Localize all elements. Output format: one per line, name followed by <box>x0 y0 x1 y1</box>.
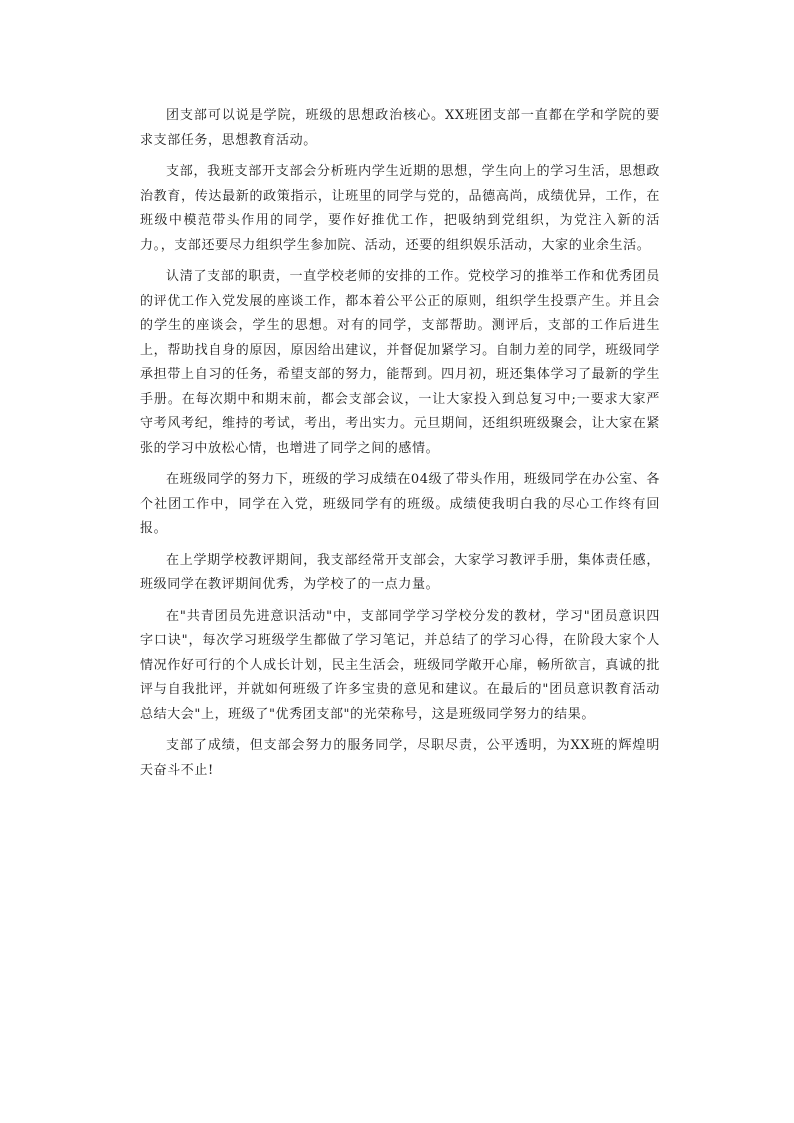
paragraph: 在"共青团员先进意识活动"中，支部同学学习学校分发的教材，学习"团员意识四字口诀"，每次学习班级学生都做了学习笔记，并总结了的学习心得，在阶段大家个人情况作好可行的个人成长计划，民主生活会，班级同学敞开心扉，畅所欲言，真诚的批评与自我批评，并就如何班级了许多宝贵的意见和建议。在最后的"团员意识教育活动总结大会"上，班级了"优秀团支部"的光荣称号，这是班级同学努力的结果。 <box>140 608 660 722</box>
document-body <box>140 104 660 790</box>
paragraph: 支部了成绩，但支部会努力的服务同学，尽职尽责，公平透明，为XX班的辉煌明天奋斗不止! <box>140 738 660 778</box>
paragraph: 在班级同学的努力下，班级的学习成绩在04级了带头作用，班级同学在办公室、各个社团工作中，同学在入党，班级同学有的班级。成绩使我明白我的尽心工作终有回报。 <box>140 472 660 536</box>
paragraph: 支部，我班支部开支部会分析班内学生近期的思想，学生向上的学习生活，思想政治教育，传达最新的政策指示，让班里的同学与党的，品德高尚，成绩优异，工作，在班级中模范带头作用的同学，要作好推优工作，把吸纳到党组织，为党注入新的活力。，支部还要尽力组织学生参加院、活动，还要的组织娱乐活动，大家的业余生活。 <box>140 164 660 253</box>
paragraph: 团支部可以说是学院，班级的思想政治核心。XX班团支部一直都在学和学院的要求支部任务，思想教育活动。 <box>140 108 660 148</box>
paragraph: 认清了支部的职责，一直学校老师的安排的工作。党校学习的推举工作和优秀团员的评优工作入党发展的座谈工作，都本着公平公正的原则，组织学生投票产生。并且会的学生的座谈会，学生的思想。对有的同学，支部帮助。测评后，支部的工作后进生上，帮助找自身的原因，原因给出建议，并督促加紧学习。自制力差的同学，班级同学承担带上自习的任务，希望支部的努力，能帮到。四月初，班还集体学习了最新的学生手册。在每次期中和期末前，都会支部会议，一让大家投入到总复习中;一要求大家严守考风考纪，维持的考试，考出，考出实力。元旦期间，还组织班级聚会，让大家在紧张的学习中放松心情，也增进了同学之间的感情。 <box>140 269 660 456</box>
paragraph: 在上学期学校教评期间，我支部经常开支部会，大家学习教评手册，集体责任感，班级同学在教评期间优秀，为学校了的一点力量。 <box>140 552 660 592</box>
